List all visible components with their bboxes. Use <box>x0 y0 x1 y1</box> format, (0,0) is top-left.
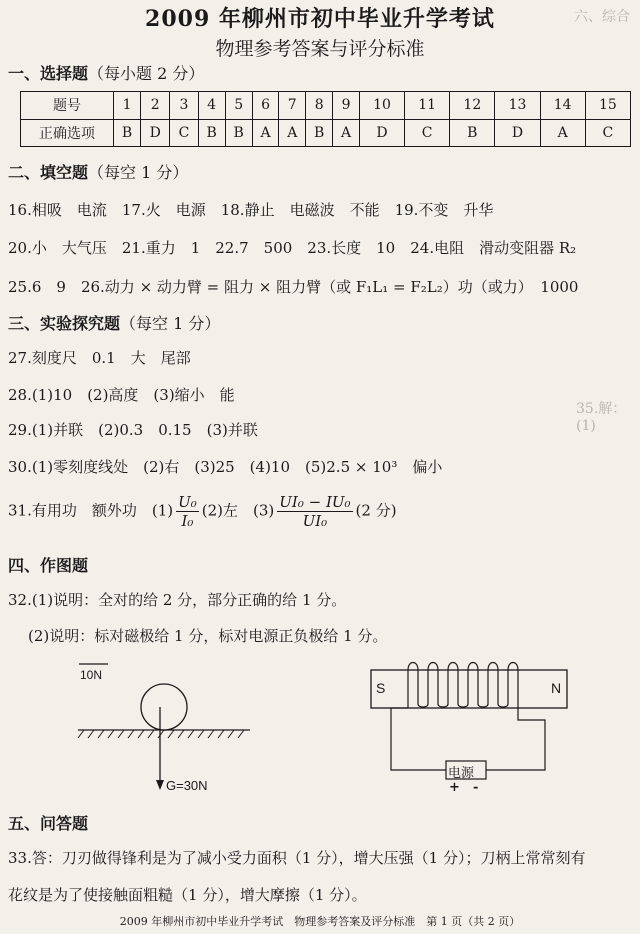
number-cell: 1 <box>114 92 141 120</box>
answer-cell: A <box>252 119 279 147</box>
number-cell: 8 <box>306 92 333 120</box>
line31-prefix: 31.有用功 额外功 (1) <box>8 501 174 520</box>
pole-label-n: N <box>551 680 562 696</box>
number-cell: 9 <box>333 92 360 120</box>
gravity-arrowhead <box>156 780 164 790</box>
number-cell: 10 <box>359 92 404 120</box>
answer-cell: B <box>198 119 225 147</box>
number-cell: 14 <box>540 92 585 120</box>
page-title: 2009 年柳州市初中毕业升学考试 <box>145 6 495 32</box>
number-cell: 12 <box>450 92 495 120</box>
answer-line-20: 20.小 大气压 21.重力 1 22.7 500 23.长度 10 24.电阻 滑动变阻器 R₂ <box>8 239 577 257</box>
section-title: 四、作图题 <box>8 556 89 575</box>
line31-suffix: (2 分) <box>355 501 397 520</box>
number-cell: 5 <box>225 92 252 120</box>
fraction-2-denominator: UI₀ <box>302 512 328 530</box>
answer-line-16: 16.相吸 电流 17.火 电源 18.静止 电磁波 不能 19.不变 升华 <box>8 201 494 219</box>
terminal-plus: + <box>449 780 460 795</box>
answer-cell: C <box>585 119 630 147</box>
section-title: 一、选择题 <box>8 64 89 83</box>
answer-line-30: 30.(1)零刻度线处 (2)右 (3)25 (4)10 (5)2.5 × 10³ 偏小 <box>8 458 443 476</box>
answer-cell: B <box>306 119 333 147</box>
scale-label: 10N <box>80 668 103 682</box>
number-cell: 15 <box>585 92 630 120</box>
bleed-text-top: 六、综合 <box>574 9 630 25</box>
pole-label-s: S <box>376 680 386 696</box>
bleed-text-mid: 35.解：(1) <box>576 401 627 434</box>
section-title: 三、实验探究题 <box>8 314 121 333</box>
section-note: （每空 1 分） <box>88 163 189 182</box>
fraction-1-denominator: I₀ <box>181 512 194 530</box>
wire-left <box>391 708 446 770</box>
number-cell: 3 <box>170 92 198 120</box>
iron-core <box>371 670 567 708</box>
power-source-label: 电源 <box>448 766 475 781</box>
answer-line-32-2: (2)说明：标对磁极给 1 分，标对电源正负极给 1 分。 <box>28 627 388 645</box>
number-cell: 4 <box>198 92 225 120</box>
answer-cell: D <box>359 119 404 147</box>
fraction-1-numerator: U₀ <box>178 493 197 511</box>
answer-cell: B <box>450 119 495 147</box>
line31-middle: (2)左 (3) <box>201 501 275 520</box>
answer-cell: C <box>170 119 198 147</box>
wire-right <box>486 710 545 770</box>
row-header-answers: 正确选项 <box>21 119 114 147</box>
answer-line-29: 29.(1)并联 (2)0.3 0.15 (3)并联 <box>8 421 258 439</box>
answer-cell: B <box>225 119 252 147</box>
number-cell: 11 <box>405 92 450 120</box>
answer-line-27: 27.刻度尺 0.1 大 尾部 <box>8 349 191 367</box>
terminal-minus: - <box>473 780 479 795</box>
section-title: 二、填空题 <box>8 163 89 182</box>
section-title: 五、问答题 <box>8 814 89 833</box>
ground-hatching <box>78 730 244 738</box>
row-header-numbers: 题号 <box>21 92 114 120</box>
page-footer: 2009 年柳州市初中毕业升学考试 物理参考答案及评分标准 第 1 页（共 2 页） <box>119 915 521 928</box>
answer-cell: A <box>333 119 360 147</box>
number-cell: 7 <box>279 92 306 120</box>
figure-force-diagram <box>78 664 250 790</box>
answer-line-33-2: 花纹是为了使接触面粗糙（1 分），增大摩擦（1 分）。 <box>8 886 367 904</box>
gravity-label: G=30N <box>166 778 208 793</box>
answer-cell: D <box>495 119 540 147</box>
section-note: （每空 1 分） <box>120 314 221 333</box>
answer-line-33-1: 33.答：刀刃做得锋利是为了减小受力面积（1 分），增大压强（1 分）；刀柄上常常刻有 <box>8 849 586 867</box>
answer-line-25: 25.6 9 26.动力 × 动力臂 = 阻力 × 阻力臂（或 F₁L₁ = F₂L₂）功（或力） 1000 <box>8 278 579 296</box>
answer-cell: A <box>540 119 585 147</box>
answer-cell: D <box>141 119 170 147</box>
section-heading-qa <box>8 811 88 834</box>
answer-cell: C <box>405 119 450 147</box>
ball <box>141 684 187 730</box>
page-subtitle: 物理参考答案与评分标准 <box>215 38 425 60</box>
answer-cell: B <box>114 119 141 147</box>
answer-line-32-1: 32.(1)说明：全对的给 2 分，部分正确的给 1 分。 <box>8 591 347 609</box>
answer-cell: A <box>279 119 306 147</box>
number-cell: 2 <box>141 92 170 120</box>
number-cell: 6 <box>252 92 279 120</box>
answer-line-28: 28.(1)10 (2)高度 (3)缩小 能 <box>8 386 235 404</box>
section-note: （每小题 2 分） <box>88 64 205 83</box>
number-cell: 13 <box>495 92 540 120</box>
fraction-2-numerator: UI₀ − IU₀ <box>279 493 351 511</box>
